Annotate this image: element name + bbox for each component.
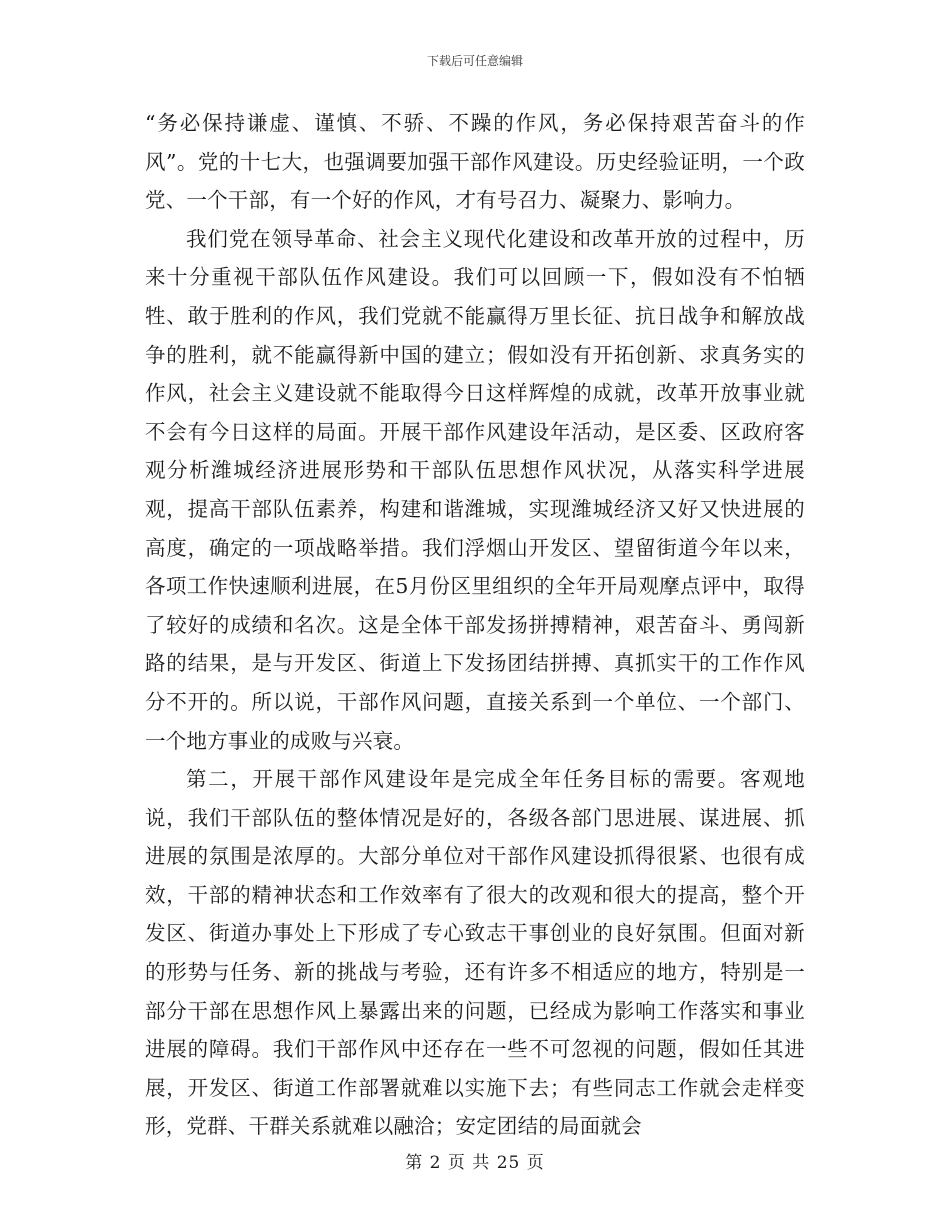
- page-header-note: 下载后可任意编辑: [426, 54, 523, 68]
- paragraph-2: 我们党在领导革命、社会主义现代化建设和改革开放的过程中，历来十分重视干部队伍作风建设。我们可以回顾一下，假如没有不怕牺牲、敢于胜利的作风，我们党就不能赢得万里长征、抗日战争和解放战争的胜利，就不能赢得新中国的建立；假如没有开拓创新、求真务实的作风，社会主义建设就不能取得今日这样辉煌的成就，改革开放事业就不会有今日这样的局面。开展干部作风建设年活动，是区委、区政府客观分析潍城经济进展形势和干部队伍思想作风状况，从落实科学进展观，提高干部队伍素养，构建和谐潍城，实现潍城经济又好又快进展的高度，确定的一项战略举措。我们浮烟山开发区、望留街道今年以来，各项工作快速顺利进展，在5月份区里组织的全年开局观摩点评中，取得了较好的成绩和名次。这是全体干部发扬拼搏精神，艰苦奋斗、勇闯新路的结果，是与开发区、街道上下发扬团结拼搏、真抓实干的工作作风分不开的。所以说，干部作风问题，直接关系到一个单位、一个部门、一个地方事业的成败与兴衰。: [145, 226, 805, 753]
- paragraph-1: “务必保持谦虚、谨慎、不骄、不躁的作风，务必保持艰苦奋斗的作风”。党的十七大，也强调要加强干部作风建设。历史经验证明，一个政党、一个干部，有一个好的作风，才有号召力、凝聚力、影响力。: [145, 111, 805, 213]
- paragraph-3: 第二，开展干部作风建设年是完成全年任务目标的需要。客观地说，我们干部队伍的整体情况是好的，各级各部门思进展、谋进展、抓进展的氛围是浓厚的。大部分单位对干部作风建设抓得很紧、也很有成效，干部的精神状态和工作效率有了很大的改观和很大的提高，整个开发区、街道办事处上下形成了专心致志干事创业的良好氛围。但面对新的形势与任务、新的挑战与考验，还有许多不相适应的地方，特别是一部分干部在思想作风上暴露出来的问题，已经成为影响工作落实和事业进展的障碍。我们干部作风中还存在一些不可忽视的问题，假如任其进展，开发区、街道工作部署就难以实施下去；有些同志工作就会走样变形，党群、干群关系就难以融洽；安定团结的局面就会: [145, 767, 805, 1139]
- page-number-footer: 第 2 页 共 25 页: [405, 1153, 545, 1173]
- document-body: [145, 104, 805, 1146]
